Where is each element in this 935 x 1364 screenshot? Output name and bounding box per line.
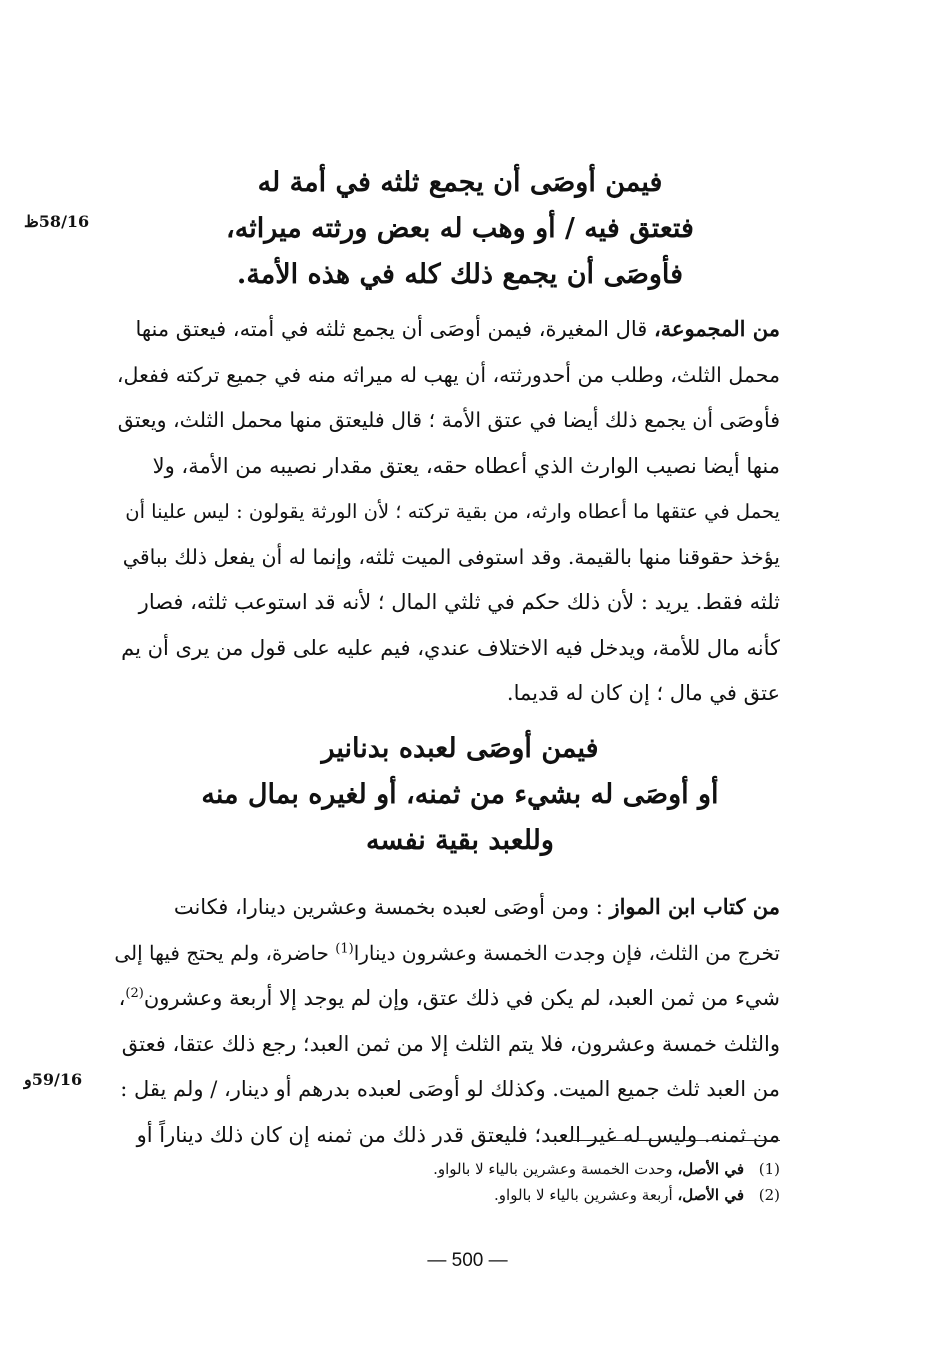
text-line: محمل الثلث، وطلب من أحدورثته، أن يهب له ميراثه منه في جميع تركته ففعل، bbox=[116, 362, 780, 387]
text-line: عتق في مال ؛ إن كان له قديما. bbox=[506, 681, 780, 705]
footnote-ref[interactable]: (1) bbox=[335, 940, 354, 956]
heading-line: وللعبد بقية نفسه bbox=[366, 825, 554, 856]
text-run: حاضرة، ولم يحتج فيها إلى bbox=[114, 940, 336, 965]
footnote-divider bbox=[560, 1140, 780, 1141]
text-line: يحمل في عتقها ما أعطاه وارثه، من بقية تركته ؛ لأن الورثة يقولون : ليس علينا أن bbox=[125, 500, 780, 523]
source-citation: من كتاب ابن المواز bbox=[609, 894, 780, 919]
text-line bbox=[112, 306, 780, 353]
text-line: يؤخذ حقوقنا منها بالقيمة. وقد استوفى الميت ثلثه، وإنما له أن يفعل ذلك بباقي bbox=[122, 544, 780, 569]
text-run: شيء من ثمن العبد، لم يكن في ذلك عتق، وإن لم يوجد إلا أربعة وعشرون bbox=[143, 986, 780, 1010]
text-line bbox=[112, 884, 780, 931]
footnote bbox=[300, 1156, 780, 1182]
footnote-text: أربعة وعشرين بالياء لا بالواو. bbox=[494, 1186, 678, 1204]
text-line bbox=[112, 931, 780, 977]
text-line bbox=[112, 976, 780, 1022]
footnote-text: وحدت الخمسة وعشرين بالياء لا بالواو. bbox=[433, 1160, 678, 1178]
text-line: من ثمنه. وليس له غير العبد؛ فليعتق قدر ذلك من ثمنه إن كان ذلك ديناراً أو bbox=[136, 1122, 780, 1147]
text-line: منها أيضا نصيب الوارث الذي أعطاه حقه، يعتق مقدار نصيبه من الأمة، ولا bbox=[152, 453, 780, 478]
footnote-number: (1) bbox=[758, 1160, 780, 1178]
heading-line: فأوصَى أن يجمع ذلك كله في هذه الأمة. bbox=[236, 259, 684, 290]
text-run: تخرج من الثلث، فإن وجدت الخمسة وعشرون دينارا bbox=[353, 940, 780, 965]
footnotes bbox=[300, 1156, 780, 1208]
heading-line: فتعتق فيه / أو وهب له بعض ورثته ميراثه، bbox=[226, 213, 694, 244]
page-number: — 500 — bbox=[427, 1250, 508, 1271]
text-run: قال المغيرة، فيمن أوصَى أن يجمع ثلثه في أمته، فيعتق منها bbox=[135, 317, 654, 341]
heading-line: فيمن أوصَى أن يجمع ثلثه في أمة له bbox=[257, 167, 663, 198]
text-run: ، bbox=[118, 986, 126, 1010]
text-line: من العبد ثلث جميع الميت. وكذلك لو أوصَى لعبده بدرهم أو دينار، / ولم يقل : bbox=[120, 1077, 780, 1101]
text-line: والثلث خمسة وعشرون، فلا يتم الثلث إلا من ثمن العبد؛ رجع ذلك عتقا، فعتق bbox=[121, 1031, 780, 1056]
text-line: ثلثه فقط. يريد : لأن ذلك حكم في ثلثي المال ؛ لأنه قد استوعب ثلثه، فصار bbox=[138, 590, 780, 614]
footnote-label: في الأصل، bbox=[677, 1160, 744, 1178]
body-paragraph bbox=[112, 884, 780, 1158]
text-line: كأنه مال للأمة، ويدخل فيه الاختلاف عندي، فيم عليه على قول من يرى أن يم bbox=[121, 635, 780, 660]
heading-line: أو أوصَى له بشيء من ثمنه، أو لغيره بمال منه bbox=[201, 779, 719, 810]
footnote-label: في الأصل، bbox=[677, 1186, 744, 1204]
text-run: : ومن أوصَى لعبده بخمسة وعشرين دينارا، فكانت bbox=[173, 895, 610, 919]
source-citation: من المجموعة، bbox=[653, 316, 780, 341]
margin-note-folio: 58/16ظ bbox=[24, 212, 90, 231]
section-heading bbox=[200, 160, 720, 298]
margin-note-folio: 59/16و bbox=[24, 1070, 83, 1089]
heading-line: فيمن أوصَى لعبده بدنانير bbox=[321, 733, 599, 764]
text-line: فأوصَى أن يجمع ذلك أيضا في عتق الأمة ؛ قال فليعتق منها محمل الثلث، ويعتق bbox=[117, 408, 780, 432]
footnote bbox=[300, 1182, 780, 1208]
section-heading bbox=[200, 726, 720, 864]
footnote-ref[interactable]: (2) bbox=[125, 986, 144, 1001]
body-paragraph bbox=[112, 306, 780, 717]
footnote-number: (2) bbox=[758, 1186, 780, 1204]
